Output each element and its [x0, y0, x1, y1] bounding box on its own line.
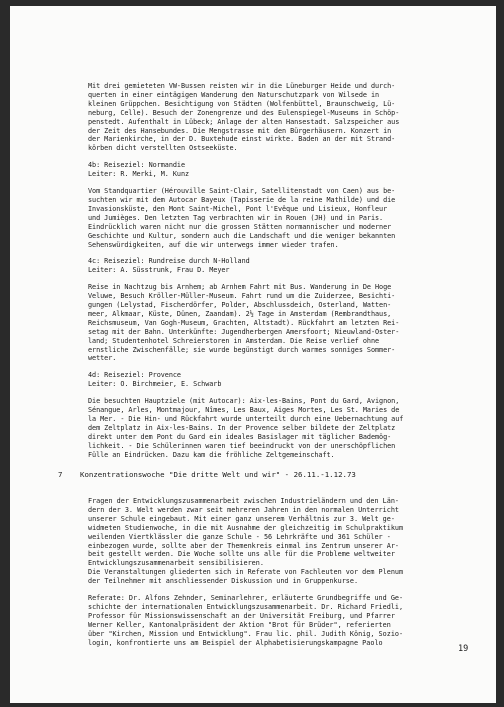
- body-text-upper: [88, 82, 470, 460]
- heading-4c: 4c: Reiseziel: Rundreise durch N-Holland Leiter: A. Süsstrunk, Frau D. Meyer: [88, 257, 250, 275]
- paragraph-holland: Reise in Nachtzug bis Arnhem; ab Arnhem Fahrt mit Bus. Wanderung in De Hoge Veluwe, Besuch Kröller-Müller-Museum. Fahrt rund um die Zuiderzee, Besichti- gungen (Lelystad, Fischerdörfer, Polder, Abschlussdeich, Osterland, Watten- meer, Alkmaar, Küste, Dünen, Zaandam). 2½ Tage in Amsterdam (Rembrandthaus, Reichsmuseum, Van Gogh-Museum, Grachten, Altstadt). Rückfahrt am letzten Rei- setag mit der Bahn. Unterkünfte: Jugendherbergen Amersfoort; Nieuwland-Oster- land; Studentenhotel Schreierstoren in Amsterdam. Die Reise verlief ohne ernstliche Zwischenfälle; sie wurde begünstigt durch warmes sonniges Sommer- wetter.: [88, 283, 400, 363]
- body-text-lower: [88, 497, 470, 648]
- document-page: [10, 6, 496, 703]
- page-number: 19: [458, 644, 469, 654]
- paragraph-luneburg: Mit drei gemieteten VW-Bussen reisten wir in die Lüneburger Heide und durch- querten in einer eintägigen Wanderung den Naturschutzpark von Wilsede in kleinen Grüppchen. Besichtigung von Städten (Wolfenbüttel, Braunschweig, Lü- neburg, Celle). Besuch der Zonengrenze und des Eulenspiegel-Museums in Schöp- penstedt. Aufenthalt in Lübeck; Anlage der alten Hansestadt. Salzspeicher aus der Zeit des Hansebundes. Die Mengstrasse mit den Bürgerhäusern. Konzert in der Marienkirche, in der D. Buxtehude einst wirkte. Baden an der mit Strand- körben dicht verstellten Ostseeküste.: [88, 82, 400, 153]
- chapter-title: Konzentrationswoche "Die dritte Welt und wir" - 26.11.-1.12.73: [80, 470, 356, 479]
- chapter-number: 7: [58, 470, 63, 479]
- paragraph-normandie: Vom Standquartier (Hérouville Saint-Clair, Satellitenstadt von Caen) aus be- suchten wir mit dem Autocar Bayeux (Tapisserie de la reine Mathilde) und die Invasionsküste, den Mont Saint-Michel, Pont l'Evêque und Lisieux, Honfleur und Jumièges. Den letzten Tag verbrachten wir in Rouen (JH) und in Paris. Eindrücklich waren nicht nur die grossen Stätten normannischer und moderner Geschichte und Kultur, sondern auch die Landschaft und die weniger bekannten Sehenswürdigkeiten, auf die wir unterwegs immer wieder trafen.: [88, 187, 396, 249]
- paragraph-referate: Referate: Dr. Alfons Zehnder, Seminarlehrer, erläuterte Grundbegriffe und Ge- schichte der internationalen Entwicklungszusammenarbeit. Dr. Richard Friedli, Professor für Missionswissenschaft an der Universität Freiburg, und Pfarrer Werner Keller, Kantonalpräsident der Aktion "Brot für Brüder", referierten über "Kirchen, Mission und Entwicklung". Frau lic. phil. Judith König, Sozio- login, konfrontierte uns am Beispiel der Alphabetisierungskampagne Paolo: [88, 594, 404, 647]
- heading-4d: 4d: Reiseziel: Provence Leiter: O. Birchmeier, E. Schwarb: [88, 371, 222, 389]
- paragraph-provence: Die besuchten Hauptziele (mit Autocar): Aix-les-Bains, Pont du Gard, Avignon, Sénangue, Arles, Montmajour, Nîmes, Les Baux, Aiges Mortes, Les St. Maries de la Mer. - Die Hin- und Rückfahrt wurde unterteilt durch eine Uebernachtung auf dem Zeltplatz in Aix-les-Bains. In der Provence selber bildete der Zeltplatz direkt unter dem Pont du Gard ein ideales Basislager mit täglicher Bademög- lichkeit. - Die Schülerinnen waren tief beeindruckt von der unerschöpflichen Fülle an Eindrücken. Dazu kam die fröhliche Zeltgemeinschaft.: [88, 397, 404, 459]
- paragraph-dritte-welt: Fragen der Entwicklungszusammenarbeit zwischen Industrieländern und den Län- dern der 3. Welt werden zwar seit mehreren Jahren in den normalen Unterricht unserer Schule eingebaut. Mit einer ganz unserem Verhältnis zur 3. Welt ge- widmeten Studienwoche, in die mit Ausnahme der gleichzeitig im Schulpraktikum weilenden Viertklässler die ganze Schule - 56 Lehrkräfte und 361 Schüler - einbezogen wurde, sollte aber der Themenkreis einmal ins Zentrum unserer Ar- beit gestellt werden. Die Woche sollte uns alle für die Probleme weltweiter Entwicklungszusammenarbeit sensibilisieren. Die Veranstaltungen gliederten sich in Referate von Fachleuten vor dem Plenum der Teilnehmer mit anschliessender Diskussion und in Gruppenkurse.: [88, 497, 404, 586]
- heading-4b: 4b: Reiseziel: Normandie Leiter: R. Merki, M. Kunz: [88, 161, 190, 179]
